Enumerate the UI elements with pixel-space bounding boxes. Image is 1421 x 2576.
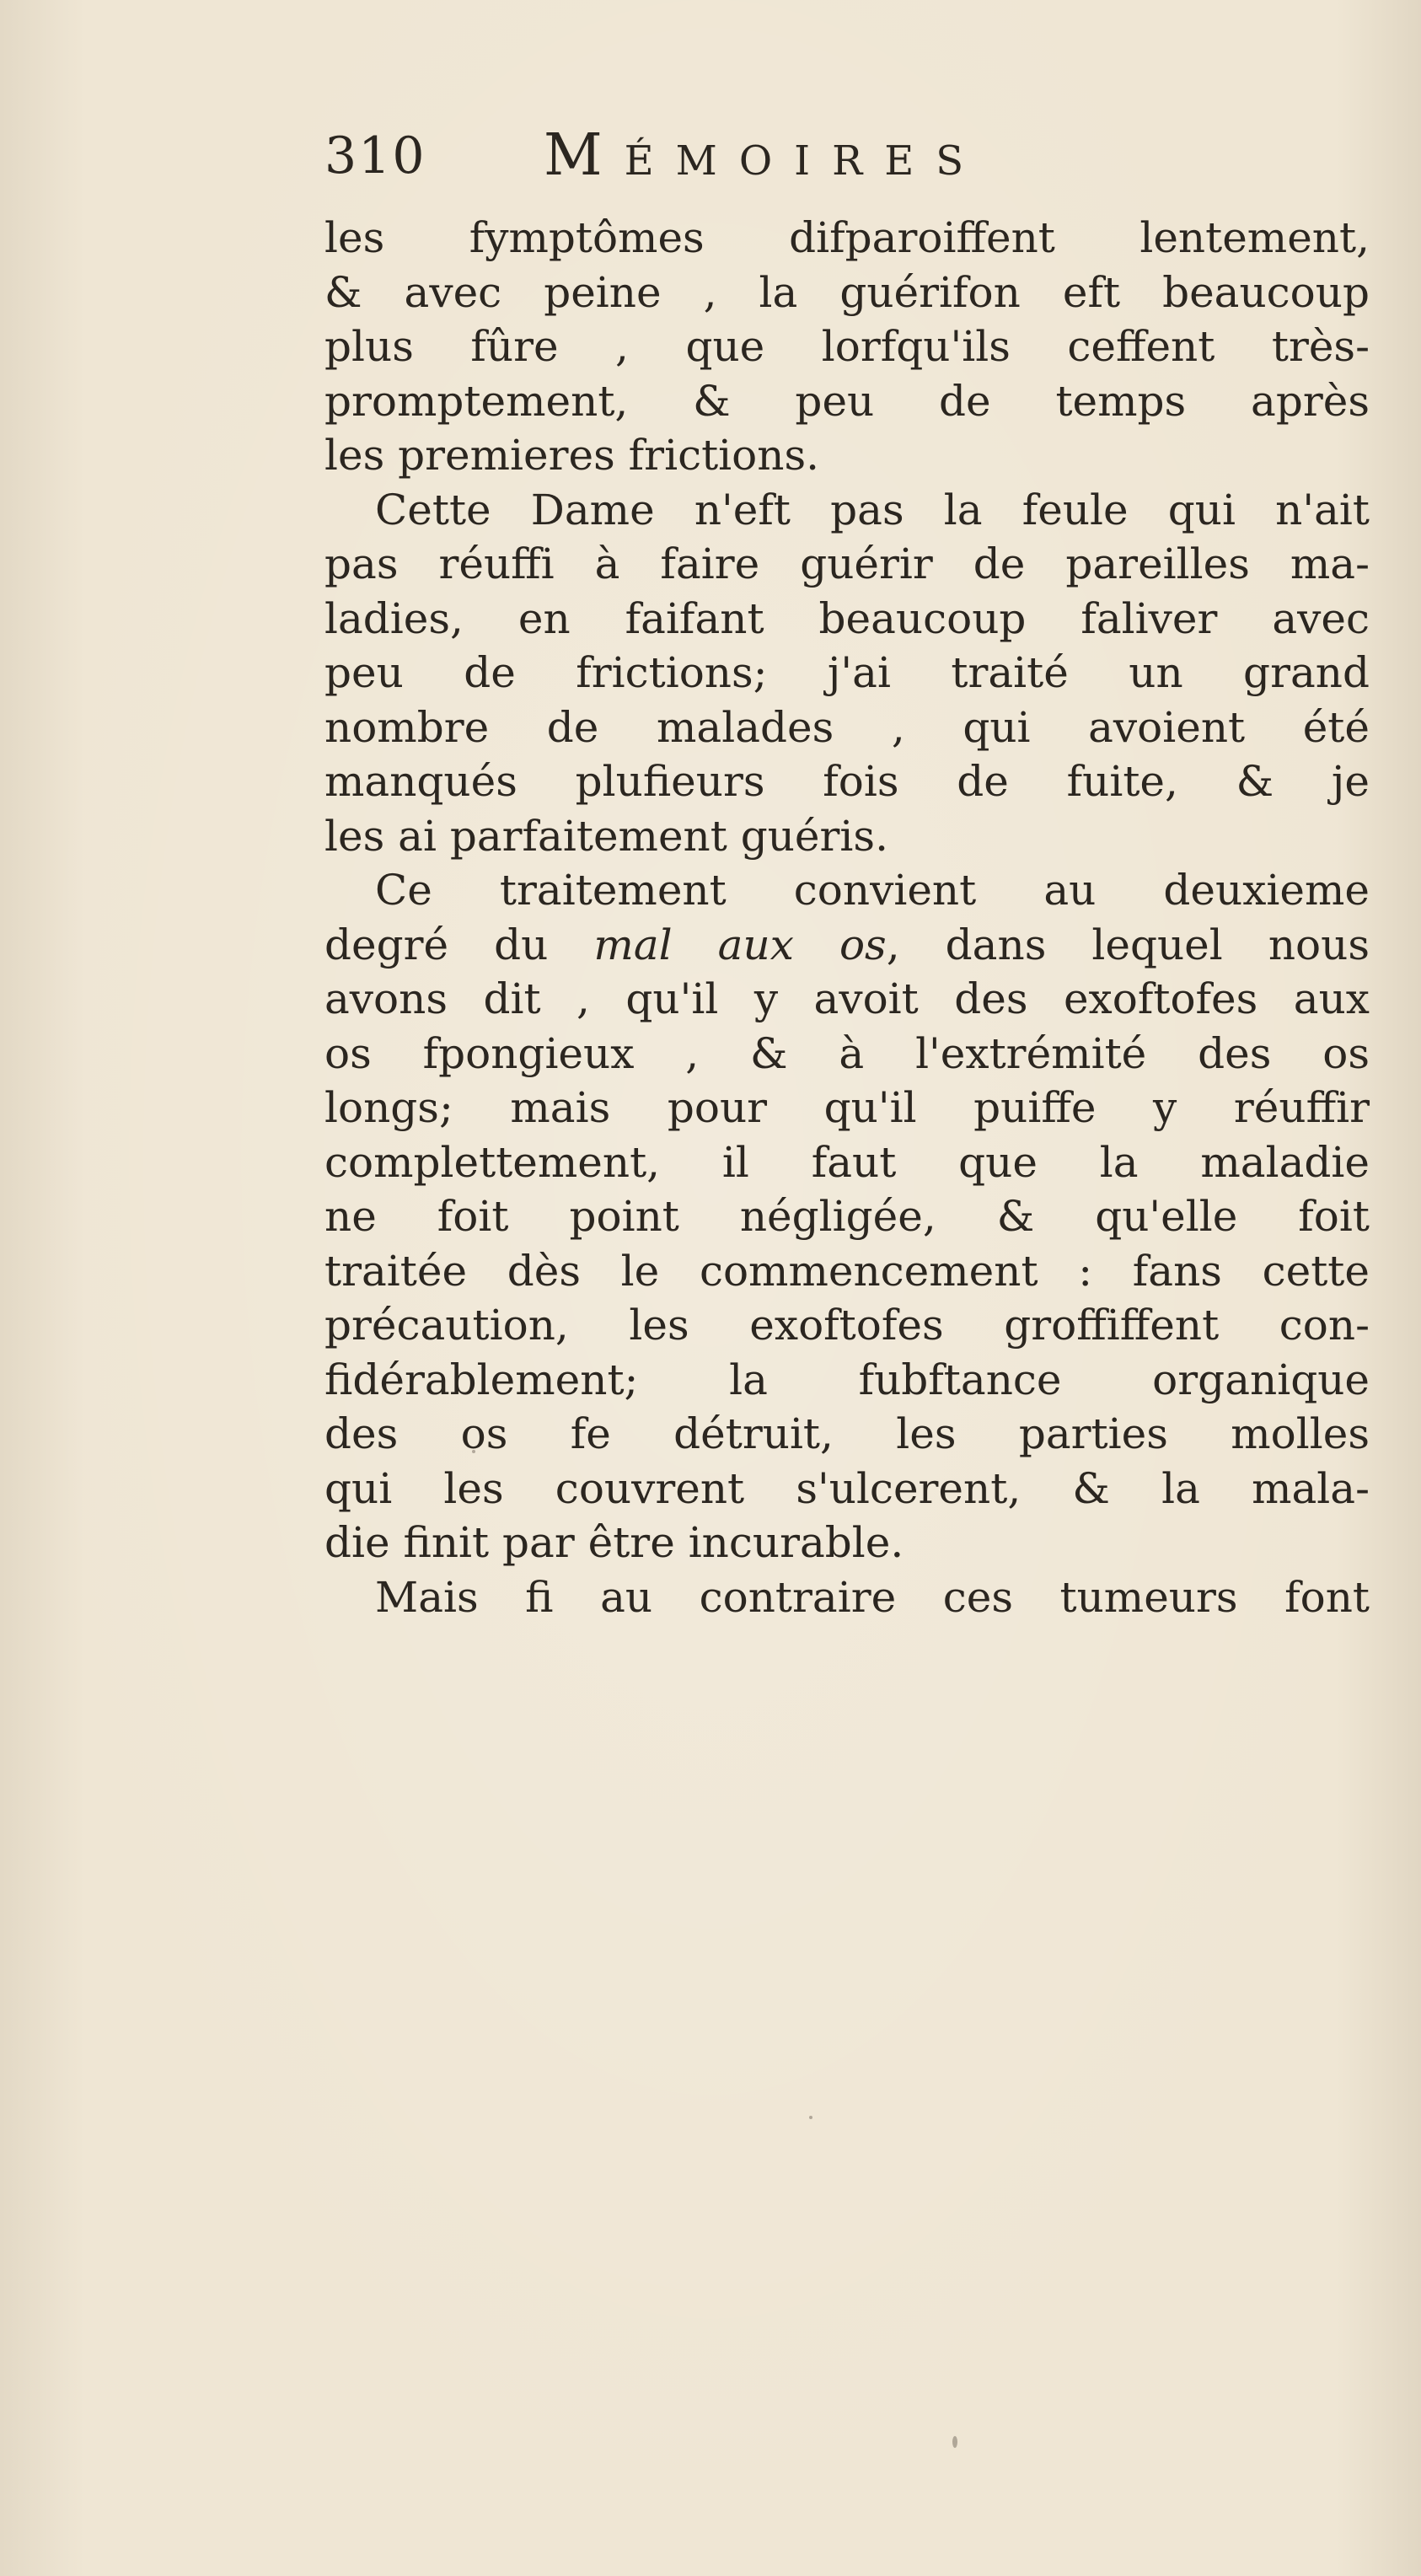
text-line: os fpongieux , & à l'extrémité des os: [324, 1028, 1370, 1078]
line-prefix: degré du: [324, 920, 549, 969]
line-comma: ,: [886, 920, 900, 969]
text-line: longs; mais pour qu'il puiffe y réuffir: [324, 1083, 1370, 1132]
body-text: [324, 211, 1370, 1624]
page-header: [324, 122, 1150, 194]
paragraph-first-line: Mais fi au contraire ces tumeurs font: [375, 1572, 1370, 1622]
text-line: promptement, & peu de temps après: [324, 376, 1370, 426]
text-line: manqués plufieurs fois de fuite, & je: [324, 757, 1370, 806]
text-line: des os fe détruit, les parties molles: [324, 1409, 1370, 1458]
page-number: 310: [324, 126, 426, 185]
italic-phrase: mal aux os: [593, 920, 887, 969]
text-line: qui les couvrent s'ulcerent, & la mala-: [324, 1463, 1370, 1513]
text-line: traitée dès le commencement : fans cette: [324, 1246, 1370, 1296]
text-line: ne foit point négligée, & qu'elle foit: [324, 1192, 1370, 1241]
text-line: nombre de malades , qui avoient été: [324, 702, 1370, 752]
text-line: avons dit , qu'il y avoit des exoftofes aux: [324, 974, 1370, 1023]
paragraph-first-line: Cette Dame n'eft pas la feule qui n'ait: [375, 485, 1370, 534]
text-line: les fymptômes difparoiffent lentement,: [324, 213, 1370, 262]
text-line-with-italic: [324, 918, 1370, 973]
line-suffix: dans lequel nous: [945, 920, 1370, 969]
text-line: ladies, en faifant beaucoup faliver avec: [324, 593, 1370, 643]
text-line: les premieres frictions.: [324, 431, 820, 480]
paragraph-first-line: Ce traitement convient au deuxieme: [375, 866, 1370, 915]
text-line: complettement, il faut que la maladie: [324, 1137, 1370, 1187]
text-line: die finit par être incurable.: [324, 1518, 904, 1567]
text-line: & avec peine , la guérifon eft beaucoup: [324, 267, 1370, 317]
text-line: fidérablement; la fubftance organique: [324, 1355, 1370, 1404]
running-title: Mémoires: [544, 122, 986, 189]
text-line: peu de frictions; j'ai traité un grand: [324, 648, 1370, 697]
text-line: précaution, les exoftofes groffiffent con-: [324, 1301, 1370, 1350]
text-line: les ai parfaitement guéris.: [324, 811, 888, 861]
paper-speck: [472, 1450, 475, 1453]
text-line: plus fûre , que lorfqu'ils ceffent très-: [324, 322, 1370, 371]
paper-speck: [952, 2436, 957, 2448]
paper-speck: [809, 2116, 812, 2119]
text-line: pas réuffi à faire guérir de pareilles ma-: [324, 539, 1370, 588]
